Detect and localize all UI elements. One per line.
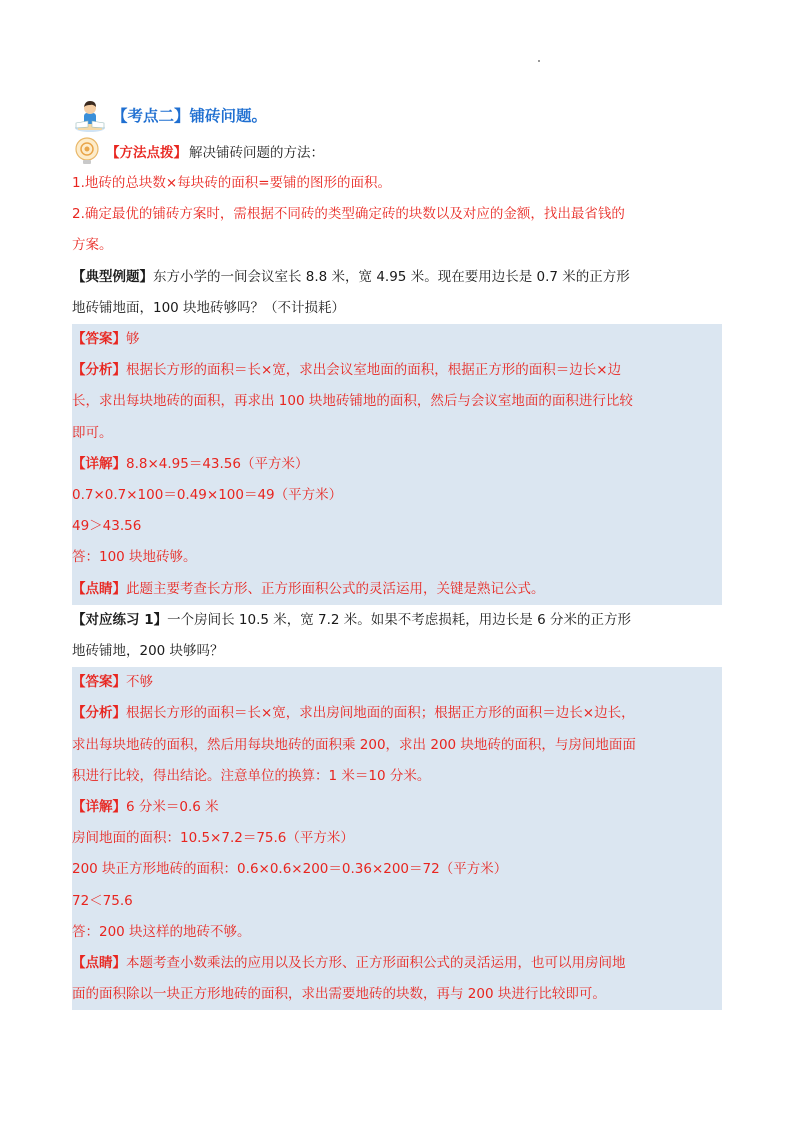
practice-analysis-text: 根据长方形的面积＝长×宽，求出房间地面的面积；根据正方形的面积＝边长×边长， bbox=[126, 705, 635, 722]
example-analysis-line-3: 即可。 bbox=[72, 424, 113, 441]
student-reading-icon bbox=[72, 97, 108, 133]
practice-comment-line-2: 面的面积除以一块正方形地砖的面积，求出需要地砖的块数，再与 200 块进行比较即可。 bbox=[72, 986, 606, 1003]
section-heading bbox=[72, 96, 722, 134]
document-page bbox=[72, 96, 722, 1010]
practice-answer-label: 【答案】 bbox=[72, 674, 126, 691]
example-solution-block bbox=[72, 324, 722, 605]
example-detail-line-1 bbox=[72, 449, 722, 480]
practice-answer-text: 不够 bbox=[126, 674, 153, 691]
practice-analysis-label: 【分析】 bbox=[72, 705, 126, 722]
example-detail-label: 【详解】 bbox=[72, 455, 126, 472]
practice-analysis-line-2: 求出每块地砖的面积，然后用每块地砖的面积乘 200，求出 200 块地砖的面积，与房间地面面 bbox=[72, 736, 636, 753]
practice-detail-line-1 bbox=[72, 792, 722, 823]
practice-detail-line-5: 答：200 块这样的地砖不够。 bbox=[72, 923, 251, 940]
example-analysis-label: 【分析】 bbox=[72, 362, 126, 379]
example-detail-line-4: 答：100 块地砖够。 bbox=[72, 549, 197, 566]
example-analysis-line-2: 长，求出每块地砖的面积，再求出 100 块地砖铺地的面积，然后与会议室地面的面积进行比较 bbox=[72, 393, 633, 410]
rule-1: 1.地砖的总块数×每块砖的面积=要铺的图形的面积。 bbox=[72, 175, 392, 191]
example-label: 【典型例题】 bbox=[72, 268, 153, 285]
example-comment bbox=[72, 574, 722, 605]
example-detail-text: 8.8×4.95＝43.56（平方米） bbox=[126, 455, 309, 472]
practice-comment-label: 【点睛】 bbox=[72, 955, 126, 972]
example-answer bbox=[72, 324, 722, 355]
example-question-line-1 bbox=[72, 262, 722, 293]
practice-answer bbox=[72, 667, 722, 698]
practice-question-line-1 bbox=[72, 605, 722, 636]
practice-question-text: 一个房间长 10.5 米，宽 7.2 米。如果不考虑损耗，用边长是 6 分米的正方形 bbox=[167, 611, 631, 628]
example-question-text: 东方小学的一间会议室长 8.8 米，宽 4.95 米。现在要用边长是 0.7 米的正方形 bbox=[153, 268, 630, 285]
rule-2-line-1: 2.确定最优的铺砖方案时，需根据不同砖的类型确定砖的块数以及对应的金额，找出最省钱的 bbox=[72, 206, 625, 223]
example-answer-text: 够 bbox=[126, 331, 140, 348]
page-dot bbox=[538, 60, 540, 62]
section-title: 【考点二】铺砖问题。 bbox=[112, 107, 268, 125]
practice-detail-line-3: 200 块正方形地砖的面积：0.6×0.6×200＝0.36×200＝72（平方米） bbox=[72, 861, 508, 878]
practice-analysis-line-3: 积进行比较，得出结论。注意单位的换算：1 米＝10 分米。 bbox=[72, 767, 431, 784]
practice-detail-text: 6 分米＝0.6 米 bbox=[126, 799, 219, 816]
practice-detail-line-2: 房间地面的面积：10.5×7.2＝75.6（平方米） bbox=[72, 830, 354, 847]
lightbulb-icon bbox=[72, 136, 102, 166]
practice-detail-label: 【详解】 bbox=[72, 799, 126, 816]
example-analysis-line-1 bbox=[72, 355, 722, 386]
example-detail-line-3: 49＞43.56 bbox=[72, 518, 142, 535]
example-comment-text: 此题主要考查长方形、正方形面积公式的灵活运用，关键是熟记公式。 bbox=[126, 580, 545, 597]
example-comment-label: 【点睛】 bbox=[72, 580, 126, 597]
practice-label: 【对应练习 1】 bbox=[72, 611, 168, 628]
example-analysis-text: 根据长方形的面积＝长×宽，求出会议室地面的面积，根据正方形的面积＝边长×边 bbox=[126, 362, 622, 379]
rule-2-line-2: 方案。 bbox=[72, 237, 113, 254]
practice-question-line-2: 地砖铺地，200 块够吗？ bbox=[72, 643, 224, 660]
practice-comment-line-1 bbox=[72, 948, 722, 979]
method-label: 【方法点拨】 bbox=[106, 145, 187, 161]
method-text: 解决铺砖问题的方法： bbox=[189, 145, 324, 161]
example-detail-line-2: 0.7×0.7×100＝0.49×100＝49（平方米） bbox=[72, 487, 343, 504]
example-question-line-2: 地砖铺地面，100 块地砖够吗？（不计损耗） bbox=[72, 299, 346, 316]
example-answer-label: 【答案】 bbox=[72, 331, 126, 348]
practice-detail-line-4: 72＜75.6 bbox=[72, 892, 133, 909]
method-row bbox=[72, 134, 722, 168]
practice-analysis-line-1 bbox=[72, 698, 722, 729]
practice-solution-block bbox=[72, 667, 722, 1010]
practice-comment-text: 本题考查小数乘法的应用以及长方形、正方形面积公式的灵活运用，也可以用房间地 bbox=[126, 955, 626, 972]
